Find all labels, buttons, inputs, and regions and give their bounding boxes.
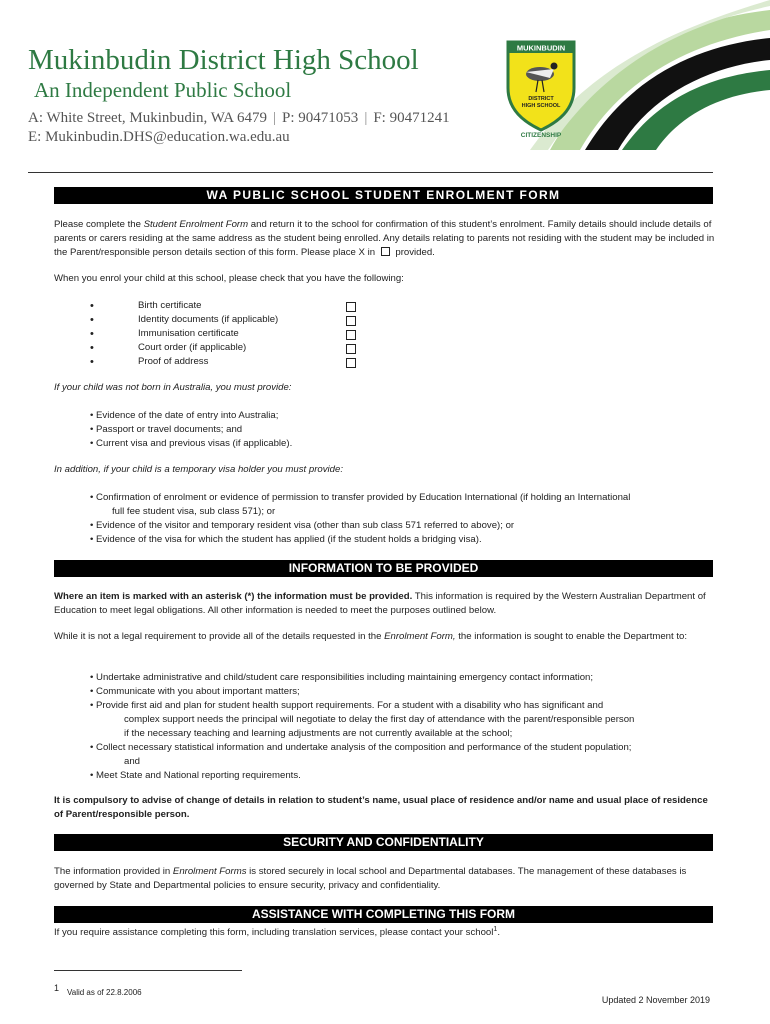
checkbox-identity-documents[interactable] xyxy=(346,316,356,326)
info-paragraph-2: While it is not a legal requirement to provide all of the details requested in the Enrolment Form, the information is sought to enable the Department to: xyxy=(54,631,688,642)
form-title: WA PUBLIC SCHOOL STUDENT ENROLMENT FORM xyxy=(54,187,713,204)
address-text: A: White Street, Mukinbudin, WA 6479 xyxy=(28,110,268,126)
list-item-continuation: full fee student visa, sub class 571); or xyxy=(112,506,276,517)
list-item-continuation: if the necessary teaching and learning adjustments are not currently available at the school; xyxy=(124,728,513,739)
list-item-continuation: and xyxy=(124,756,141,767)
footnote-divider xyxy=(54,970,242,971)
security-section-title: SECURITY AND CONFIDENTIALITY xyxy=(54,834,713,851)
assistance-section-title: ASSISTANCE WITH COMPLETING THIS FORM xyxy=(54,906,713,923)
temp-visa-heading: In addition, if your child is a temporary visa holder you must provide: xyxy=(54,464,344,475)
list-item: • Provide first aid and plan for student health support requirements. For a student with a disability who has significant and xyxy=(90,700,604,711)
checklist-item: • Immunisation certificate xyxy=(90,327,350,341)
crest-mid2-text: HIGH SCHOOL xyxy=(521,103,561,109)
checklist-item: • Proof of address xyxy=(90,355,350,369)
updated-date: Updated 2 November 2019 xyxy=(601,995,710,1005)
compulsory-notice: It is compulsory to advise of change of details in relation to student’s name, usual place of residence and/or name and usual place of residence of Parent/responsible person. xyxy=(54,795,708,820)
crest-motto-text: CITIZENSHIP xyxy=(520,132,562,139)
assistance-paragraph: If you require assistance completing this form, including translation services, please contact your school$^1$. xyxy=(54,926,500,939)
list-item: • Evidence of the visitor and temporary resident visa (other than sub class 571 referred to above); or xyxy=(90,520,515,531)
contact-line: A: White Street, Mukinbudin, WA 6479 | P: 90471053 | F: 90471241 xyxy=(28,110,450,126)
list-item-continuation: complex support needs the principal will negotiate to delay the first day of attendance with the parent/responsible person xyxy=(124,714,635,725)
checklist xyxy=(90,299,350,369)
school-subtitle: An Independent Public School xyxy=(34,78,292,102)
footnote-number: 1 xyxy=(54,983,60,993)
checklist-item: • Court order (if applicable) xyxy=(90,341,350,355)
footnote-ref: 1 xyxy=(493,926,498,933)
checkbox-immunisation-certificate[interactable] xyxy=(346,330,356,340)
footnote-text: Valid as of 22.8.2006 xyxy=(67,988,142,997)
checkbox-proof-of-address[interactable] xyxy=(346,358,356,368)
info-section-title: INFORMATION TO BE PROVIDED xyxy=(54,560,713,577)
list-item: • Current visa and previous visas (if applicable). xyxy=(90,438,293,449)
school-name: Mukinbudin District High School xyxy=(28,44,419,76)
list-item: • Confirmation of enrolment or evidence of permission to transfer provided by Education International (if holding an International xyxy=(90,492,631,503)
checkbox-example-icon xyxy=(381,247,390,256)
info-paragraph-1: Where an item is marked with an asterisk (*) the information must be provided. This information is required by the Western Australian Department of Education to meet legal obligations. All other information is needed to meet the purposes outlined below. xyxy=(54,591,706,616)
checklist-intro: When you enrol your child at this school, please check that you have the following: xyxy=(54,273,404,284)
list-item: • Communicate with you about important matters; xyxy=(90,686,300,697)
crest-top-text: MUKINBUDIN xyxy=(516,43,566,53)
list-item: • Evidence of the date of entry into Australia; xyxy=(90,410,279,421)
crest-mid1-text: DISTRICT xyxy=(528,96,554,102)
email-text: E: Mukinbudin.DHS@education.wa.edu.au xyxy=(28,129,290,145)
info-purpose-list xyxy=(90,671,716,783)
list-item: • Undertake administrative and child/student care responsibilities including maintaining emergency contact information; xyxy=(90,672,594,683)
fax-text: F: 90471241 xyxy=(373,110,450,126)
list-item: • Collect necessary statistical information and undertake analysis of the composition and performance of the student population; xyxy=(90,742,632,753)
school-crest-logo xyxy=(502,36,580,140)
checkbox-court-order[interactable] xyxy=(346,344,356,354)
temp-visa-list xyxy=(90,491,716,547)
phone-text: P: 90471053 xyxy=(282,110,359,126)
security-paragraph: The information provided in Enrolment Forms is stored securely in local school and Departmental databases. The management of these databases is governed by State and Departmental policies to ensure security, privacy and confidentiality. xyxy=(54,866,687,891)
not-born-list xyxy=(90,409,752,451)
list-item: • Evidence of the visa for which the student has applied (if the student holds a bridging visa). xyxy=(90,534,482,545)
list-item: • Passport or travel documents; and xyxy=(90,424,243,435)
checklist-item: • Birth certificate xyxy=(90,299,350,313)
header-divider xyxy=(28,172,713,173)
checklist-boxes xyxy=(346,300,356,372)
not-born-heading: If your child was not born in Australia, you must provide: xyxy=(54,382,292,393)
checklist-item: • Identity documents (if applicable) xyxy=(90,313,350,327)
footnote xyxy=(54,983,142,997)
list-item: • Meet State and National reporting requirements. xyxy=(90,770,301,781)
intro-paragraph: Please complete the Student Enrolment Form and return it to the school for confirmation of this student’s enrolment. Family details should include details of parents or carers residing at the same address as the student being enrolled. Any details relating to parents not residing with the student may be included in the Parent/responsible person details section of this form. Please place X in provided. xyxy=(54,219,715,258)
checkbox-birth-certificate[interactable] xyxy=(346,302,356,312)
